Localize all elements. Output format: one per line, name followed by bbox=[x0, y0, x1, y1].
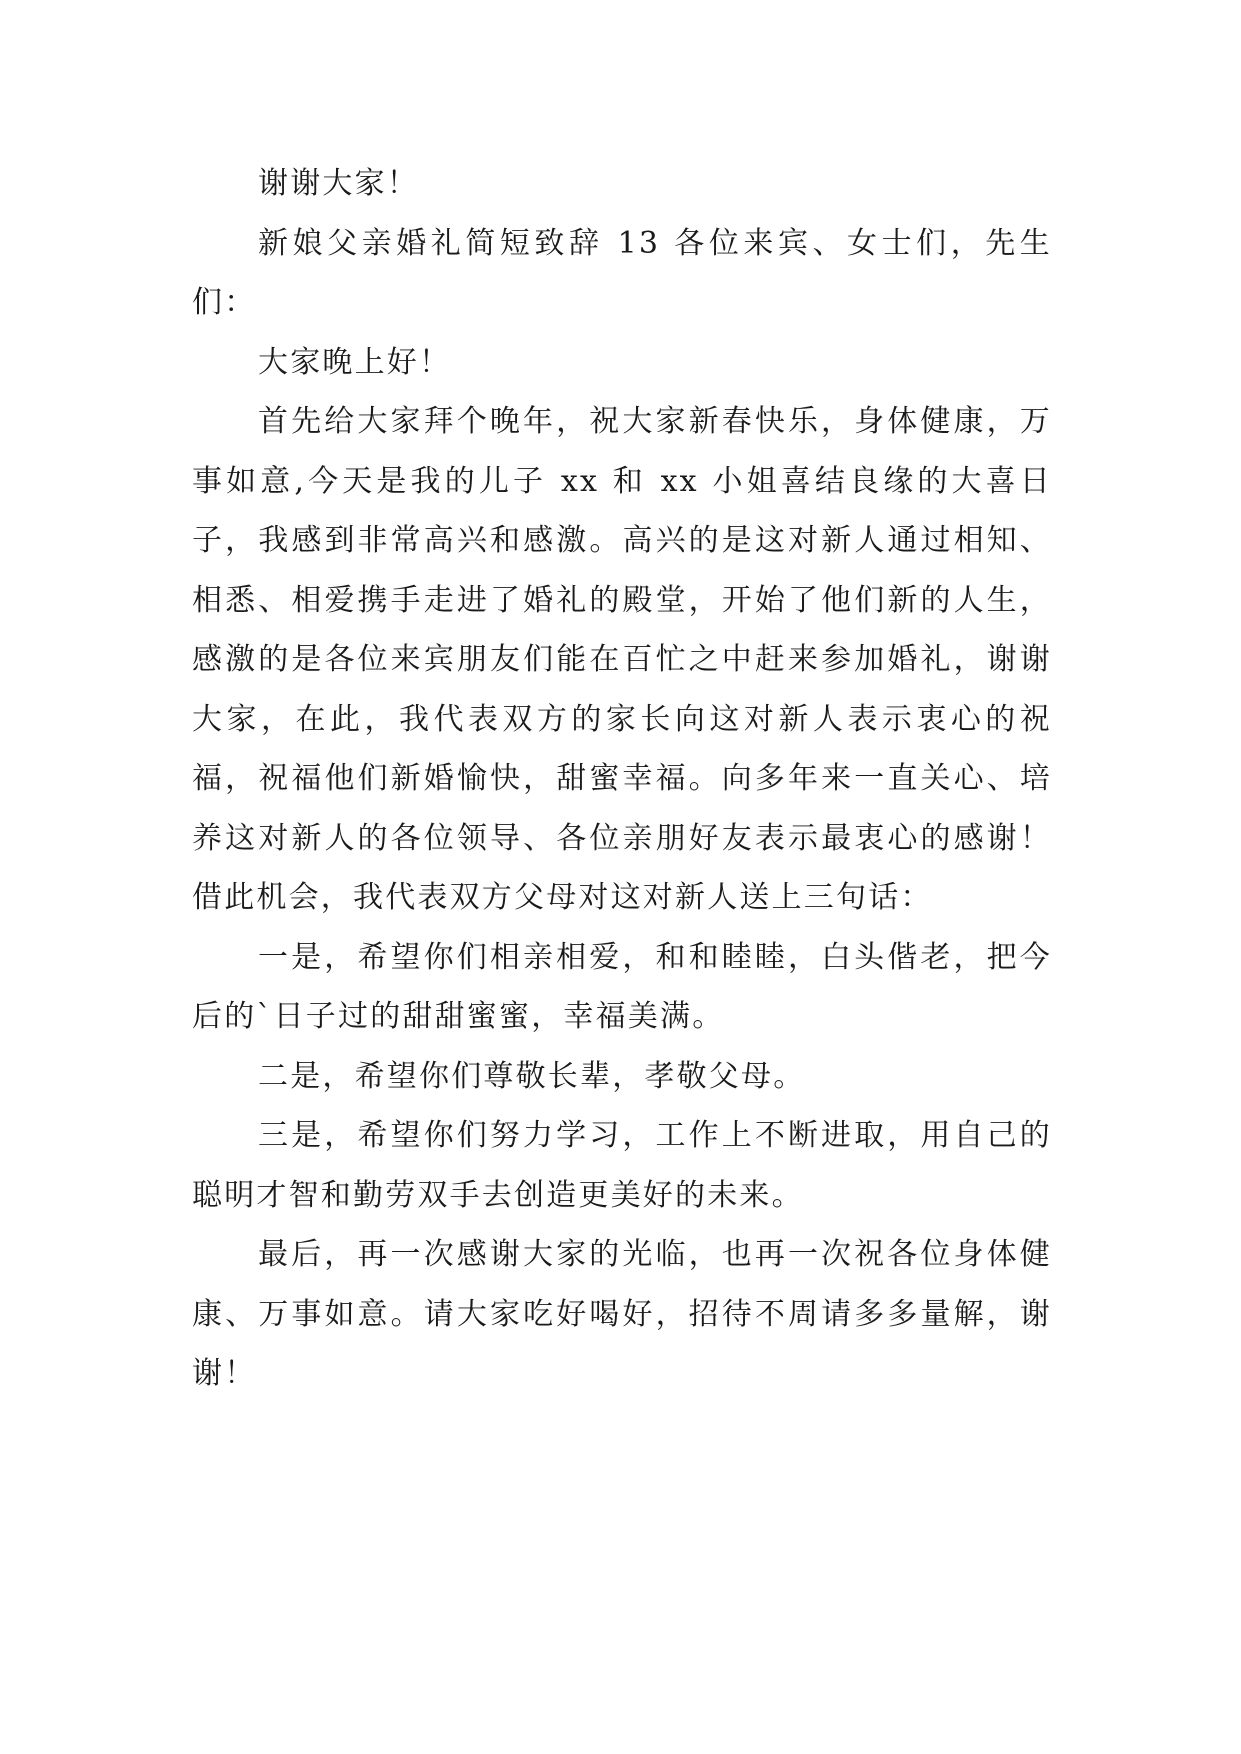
paragraph-wish-two: 二是，希望你们尊敬长辈，孝敬父母。 bbox=[258, 1058, 806, 1094]
paragraph-thanks: 谢谢大家！ bbox=[258, 166, 419, 201]
document-body bbox=[192, 154, 1052, 1404]
paragraph-closing: 最后，再一次感谢大家的光临，也再一次祝各位身体健康、万事如意。请大家吃好喝好，招待不周请多多量解，谢谢！ bbox=[192, 1237, 1052, 1391]
paragraph-good-evening: 大家晚上好！ bbox=[258, 344, 452, 380]
paragraph-title-greeting: 新娘父亲婚礼简短致辞 13 各位来宾、女士们，先生们： bbox=[192, 225, 1052, 320]
paragraph-wish-three: 三是，希望你们努力学习，工作上不断进取，用自己的聪明才智和勤劳双手去创造更美好的未来。 bbox=[192, 1118, 1052, 1213]
paragraph-main-speech: 首先给大家拜个晚年，祝大家新春快乐，身体健康，万事如意,今天是我的儿子 xx 和 xx 小姐喜结良缘的大喜日子，我感到非常高兴和感激。高兴的是这对新人通过相知、相悉、相爱携手走进了婚礼的殿堂，开始了他们新的人生，感激的是各位来宾朋友们能在百忙之中赶来参加婚礼，谢谢大家，在此，我代表双方的家长向这对新人表示衷心的祝福，祝福他们新婚愉快，甜蜜幸福。向多年来一直关心、培养这对新人的各位领导、各位亲朋好友表示最衷心的感谢！借此机会，我代表双方父母对这对新人送上三句话： bbox=[192, 404, 1052, 915]
paragraph-wish-one: 一是，希望你们相亲相爱，和和睦睦，白头偕老，把今后的`日子过的甜甜蜜蜜，幸福美满。 bbox=[192, 939, 1052, 1034]
